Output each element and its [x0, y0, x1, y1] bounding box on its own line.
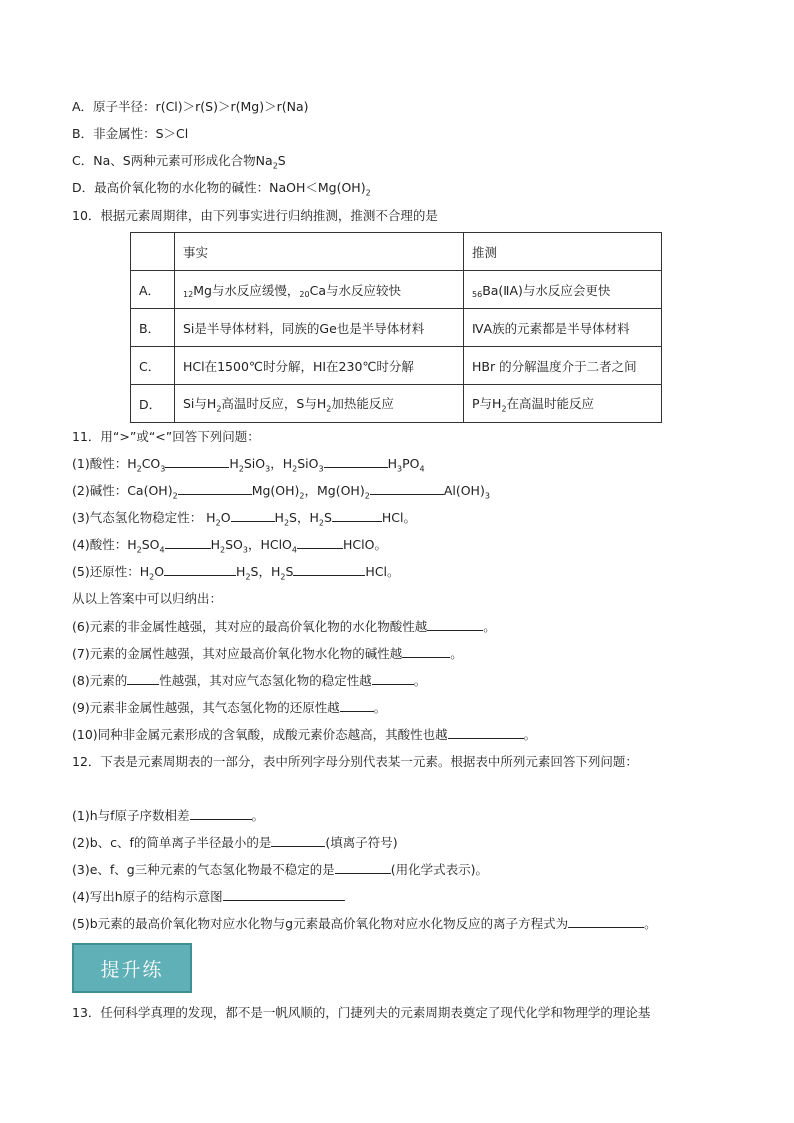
table-header-row [131, 233, 662, 271]
answer-blank[interactable] [178, 482, 252, 495]
answer-blank[interactable] [324, 455, 388, 468]
q12-line-4: (4)写出h原子的结构示意图 [72, 887, 345, 905]
table-row [131, 385, 662, 423]
table-row [131, 347, 662, 385]
section-badge: 提升练 [72, 943, 192, 993]
row-label: D． [131, 385, 175, 423]
q10-stem: 10．根据元素周期律，由下列事实进行归纳推测，推测不合理的是 [72, 208, 438, 223]
q11-line-8: (8)元素的 性越强，其对应气态氢化物的稳定性越 。 [72, 673, 427, 688]
q11-line-6: (6)元素的非金属性越强，其对应的最高价氧化物的水化物酸性越 。 [72, 619, 496, 634]
q11-line-5: (5)还原性：$H_2O$ $H_2S$，$H_2S$ HCl。 [72, 564, 400, 582]
row-label: B． [131, 309, 175, 347]
answer-blank[interactable] [297, 536, 343, 549]
fact-cell: HCl在1500℃时分解，HI在230℃时分解 [175, 347, 464, 385]
fact-cell: Si是半导体材料，同族的Ge也是半导体材料 [175, 309, 464, 347]
answer-blank[interactable] [271, 834, 325, 847]
q12-stem: 12．下表是元素周期表的一部分，表中所列字母分别代表某一元素。根据表中所列元素回答下列问题： [72, 754, 638, 769]
q12-line-5: (5)b元素的最高价氧化物对应水化物与g元素最高价氧化物对应水化物反应的离子方程式为 。 [72, 916, 657, 931]
guess-cell: HBr 的分解温度介于二者之间 [464, 347, 662, 385]
guess-cell: P与$H_2$在高温时能反应 [464, 385, 662, 423]
q9-option-d: D．最高价氧化物的水化物的碱性：$NaOH<Mg(OH)_2$ [72, 180, 371, 198]
answer-blank[interactable] [402, 645, 450, 658]
q11-line-3: (3)气态氢化物稳定性： $H_2O$ $H_2S$，$H_2S$ HCl。 [72, 510, 417, 528]
answer-blank[interactable] [332, 509, 382, 522]
q12-line-2: (2)b、c、f的简单离子半径最小的是 (填离子符号) [72, 835, 398, 850]
q11-line-4: (4)酸性：$H_2SO_4$ $H_2SO_3$，HClO$_4$ HClO。 [72, 537, 387, 555]
answer-blank[interactable] [231, 509, 275, 522]
q11-summary: 从以上答案中可以归纳出： [72, 591, 223, 606]
answer-blank[interactable] [427, 618, 483, 631]
q11-line-10: (10)同种非金属元素形成的含氧酸，成酸元素价态越高，其酸性也越 。 [72, 727, 537, 742]
q11-line-2: (2)碱性：$Ca(OH)_2$ $Mg(OH)_2$，$Mg(OH)_2$ $Al(OH)_3$ [72, 483, 490, 501]
table-row [131, 309, 662, 347]
q11-line-1: (1)酸性：$H_2CO_3$ $H_2SiO_3$，$H_2SiO_3$ $H_3PO_4$ [72, 456, 425, 474]
table-row [131, 271, 662, 309]
fact-cell: Si与$H_2$高温时反应，S与$H_2$加热能反应 [175, 385, 464, 423]
q11-line-7: (7)元素的金属性越强，其对应最高价氧化物水化物的碱性越 。 [72, 646, 463, 661]
table-header-cell: 事实 [175, 233, 464, 271]
q13-stem: 13．任何科学真理的发现，都不是一帆风顺的，门捷列夫的元素周期表奠定了现代化学和物理学的理论基 [72, 1005, 651, 1020]
q11-stem: 11．用“>”或“<”回答下列问题： [72, 429, 260, 444]
q11-line-9: (9)元素非金属性越强，其气态氢化物的还原性越 。 [72, 700, 387, 715]
answer-blank[interactable] [372, 672, 414, 685]
answer-blank[interactable] [370, 482, 444, 495]
answer-blank[interactable] [340, 699, 374, 712]
answer-blank[interactable] [165, 455, 229, 468]
q12-line-1: (1)h与f原子序数相差 。 [72, 808, 265, 823]
answer-blank[interactable] [164, 563, 236, 576]
answer-blank[interactable] [293, 563, 365, 576]
q12-line-3: (3)e、f、g三种元素的气态氢化物最不稳定的是 (用化学式表示)。 [72, 862, 488, 877]
table-header-cell [131, 233, 175, 271]
row-label: A． [131, 271, 175, 309]
answer-blank[interactable] [165, 536, 211, 549]
q9-option-a: A．原子半径：r(Cl)＞r(S)＞r(Mg)＞r(Na) [72, 99, 309, 114]
answer-blank[interactable] [568, 915, 644, 928]
answer-blank[interactable] [335, 861, 391, 874]
row-label: C． [131, 347, 175, 385]
q9-option-c: C．Na、S两种元素可形成化合物$Na_2S$ [72, 153, 286, 171]
answer-blank[interactable] [190, 807, 252, 820]
answer-blank[interactable] [448, 726, 524, 739]
guess-cell: ⅣA族的元素都是半导体材料 [464, 309, 662, 347]
q9-option-b: B．非金属性：S＞Cl [72, 126, 189, 141]
q10-table [130, 232, 662, 423]
answer-blank[interactable] [127, 672, 159, 685]
fact-cell: 12Mg与水反应缓慢，20Ca与水反应较快 [175, 271, 464, 309]
table-header-cell: 推测 [464, 233, 662, 271]
guess-cell: 56Ba(ⅡA)与水反应会更快 [464, 271, 662, 309]
answer-blank[interactable] [223, 888, 345, 901]
